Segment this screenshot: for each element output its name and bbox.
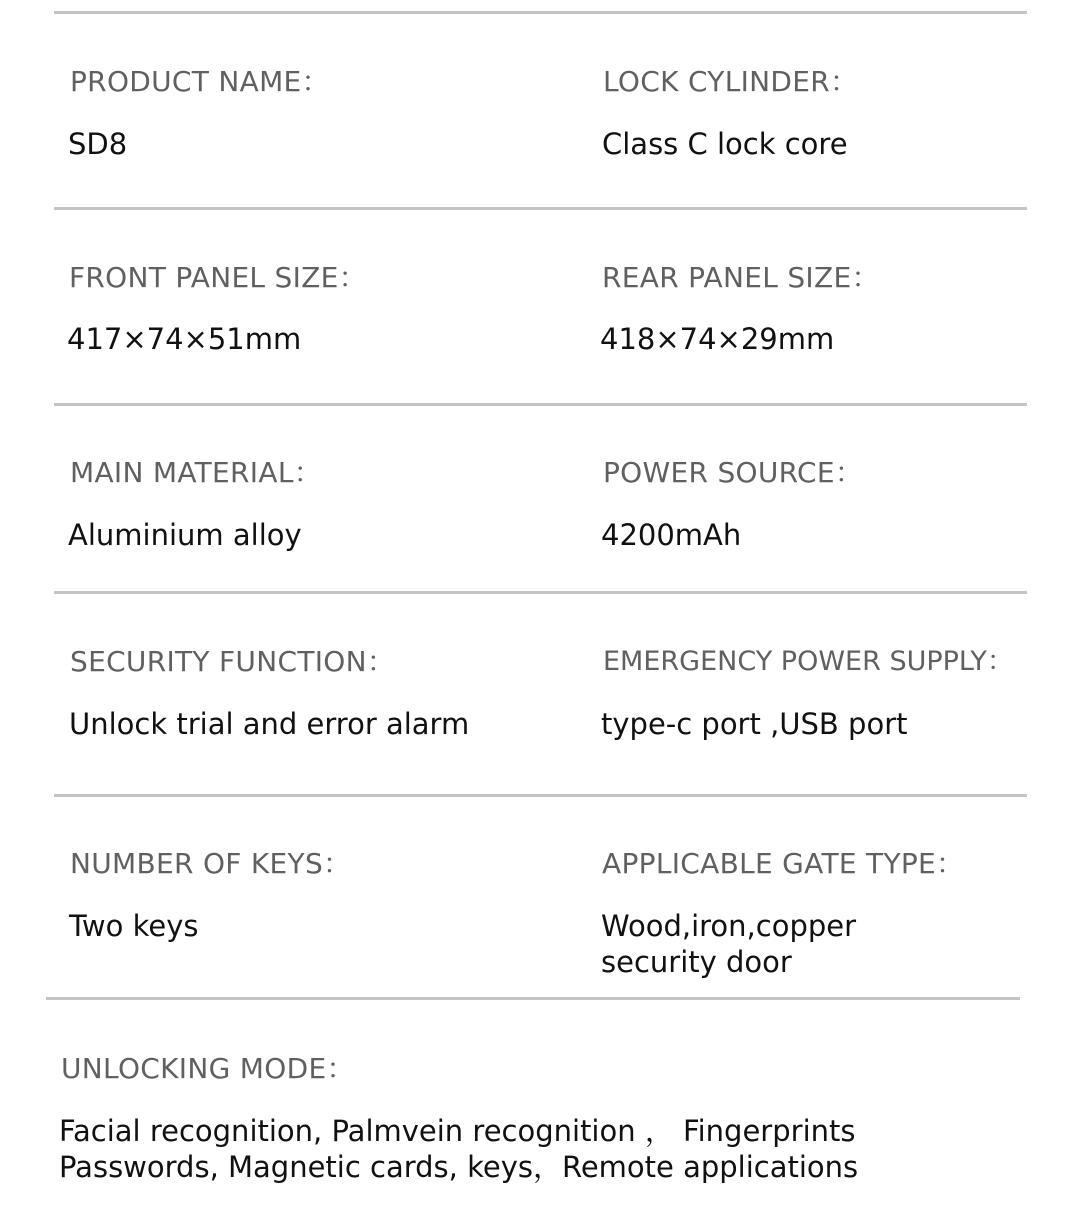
unlocking-mode-line: Passwords, Magnetic cards, keys，Remote applications <box>59 1150 859 1184</box>
spec-value-applicable-gate-type <box>601 908 856 980</box>
spec-label-applicable-gate-type: APPLICABLE GATE TYPE： <box>602 847 965 880</box>
divider <box>54 591 1027 594</box>
spec-label-power-source: POWER SOURCE： <box>603 456 864 489</box>
spec-label-rear-panel-size: REAR PANEL SIZE： <box>602 261 880 294</box>
spec-label-security-function: SECURITY FUNCTION： <box>70 645 396 678</box>
spec-value-line: Wood,iron,copper <box>601 909 857 943</box>
spec-label-lock-cylinder: LOCK CYLINDER： <box>603 65 859 98</box>
spec-value-security-function: Unlock trial and error alarm <box>69 707 470 741</box>
spec-label-number-of-keys: NUMBER OF KEYS： <box>70 847 352 880</box>
spec-value-front-panel-size: 417×74×51mm <box>67 322 302 356</box>
spec-value-lock-cylinder: Class C lock core <box>602 127 848 161</box>
unlocking-mode-label: UNLOCKING MODE： <box>61 1052 355 1085</box>
spec-label-main-material: MAIN MATERIAL： <box>70 456 323 489</box>
spec-label-product-name: PRODUCT NAME： <box>70 65 330 98</box>
divider <box>54 207 1027 210</box>
unlocking-mode-line: Facial recognition, Palmvein recognition ， Fingerprints <box>59 1114 856 1148</box>
divider <box>54 403 1027 406</box>
spec-value-line: security door <box>601 945 792 979</box>
divider <box>46 997 1020 1000</box>
divider <box>54 794 1027 797</box>
spec-value-main-material: Aluminium alloy <box>68 518 302 552</box>
unlocking-mode-value <box>59 1113 858 1185</box>
spec-value-number-of-keys: Two keys <box>69 909 199 943</box>
spec-value-product-name: SD8 <box>68 127 128 161</box>
divider <box>54 11 1027 14</box>
spec-label-front-panel-size: FRONT PANEL SIZE： <box>69 261 367 294</box>
spec-value-power-source: 4200mAh <box>601 518 742 552</box>
spec-label-emergency-power-supply: EMERGENCY POWER SUPPLY： <box>603 646 1014 677</box>
spec-value-emergency-power-supply: type-c port ,USB port <box>601 707 908 741</box>
spec-value-rear-panel-size: 418×74×29mm <box>600 322 835 356</box>
